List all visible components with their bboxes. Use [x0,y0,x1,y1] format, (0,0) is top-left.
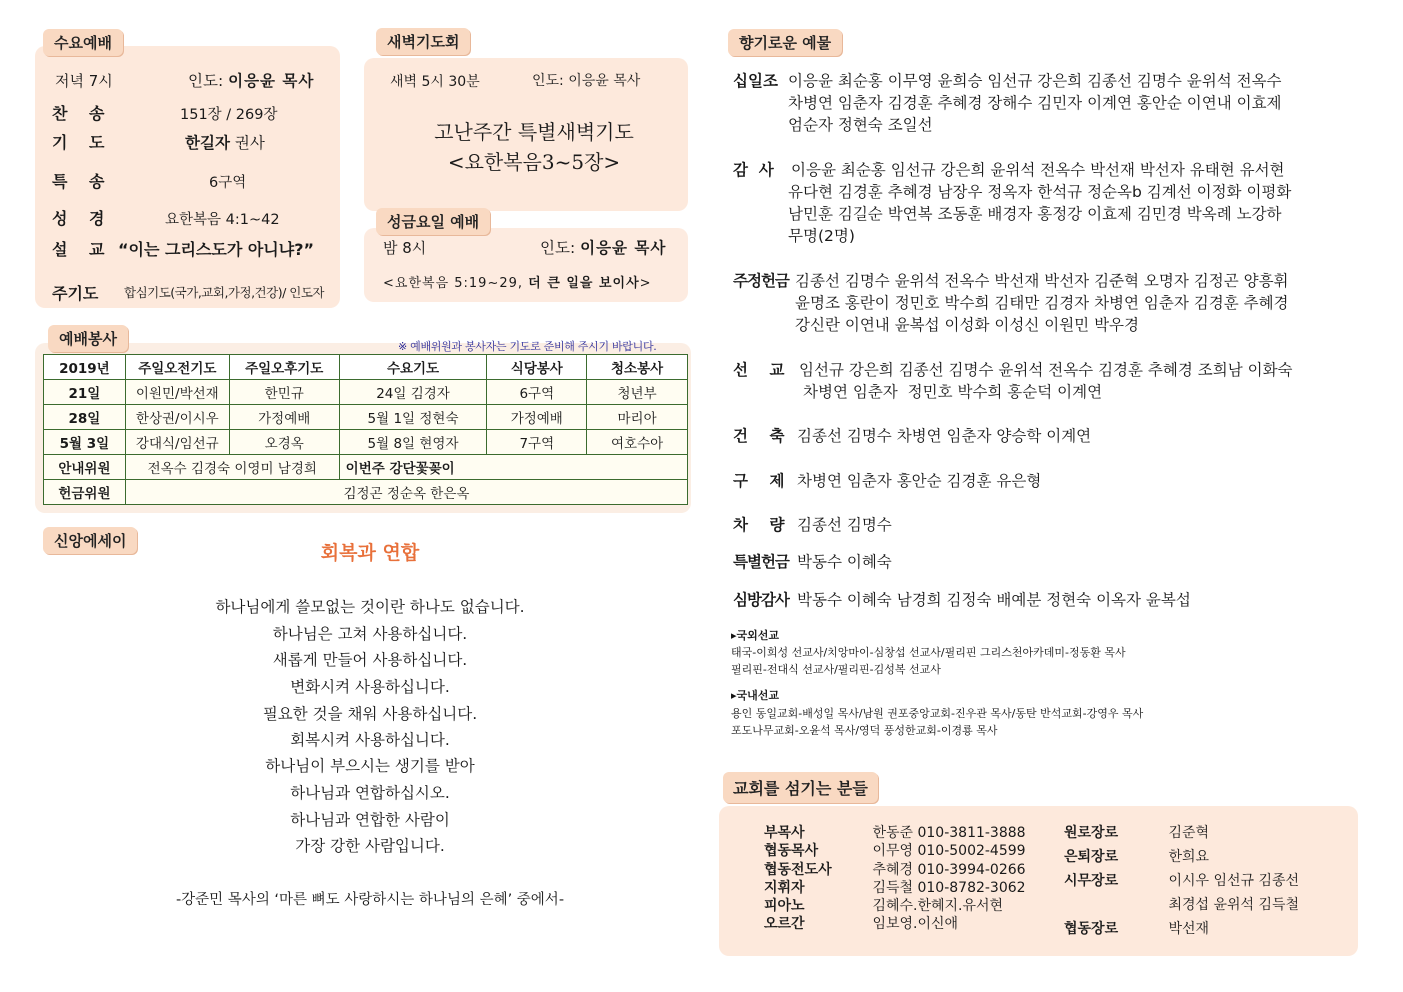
table-cell: 한상권/이시우 [125,405,229,430]
staff-info: 김득철 010-8782-3062 [872,880,1026,896]
table-cell: 6구역 [487,380,587,405]
table-cell: 24일 김경자 [339,380,487,405]
staff-role: 은퇴장로 [1064,849,1119,865]
staff-info: 추혜경 010-3994-0266 [872,862,1026,878]
friday-leader [540,236,666,258]
staff-info: 최경섭 윤위석 김득철 [1168,897,1300,913]
offering-names: 차병연 임춘자 홍안순 김경훈 유은형 [797,472,1042,490]
offering-names: 김종선 김명수 [797,516,892,534]
offering-vehicle [733,514,1358,536]
offering-thanks [733,159,1358,247]
staff-tag: 교회를 섬기는 분들 [723,772,878,803]
wednesday-leader-label: 인도: [188,72,224,90]
table-row [44,430,688,455]
friday-leader-label: 인도: [540,239,576,257]
offering-label: 특별헌금 [733,553,789,571]
table-row-offering [44,480,688,505]
offering-names: 이응윤 최순홍 이무영 윤희승 임선규 강은희 김종선 김명수 윤위석 전옥수 [788,72,1282,90]
essay-line: 새롭게 만들어 사용하십니다. [272,651,468,669]
offering-names: 강신란 이연내 윤복섭 이성화 이성신 이원민 박우경 [795,316,1139,334]
essay-line: 변화시켜 사용하십니다. [290,678,450,696]
offering-label: 구 제 [733,472,785,490]
offering-special [733,551,1358,573]
staff-role: 협동장로 [1064,921,1119,937]
staff-role: 부목사 [764,825,805,841]
table-cell: 오경옥 [229,430,339,455]
overseas-mission-line: 필리핀-전대식 선교사/필리핀-김성복 선교사 [731,663,941,676]
staff-info: 한희요 [1168,849,1210,865]
table-cell: 전옥수 김경숙 이영미 남경희 [125,455,339,480]
offering-names: 윤명조 홍란이 정민호 박수희 김태만 김경자 차병연 임춘자 김경훈 추혜경 [795,294,1289,312]
staff-role: 시무장로 [1064,873,1119,889]
header-cell: 수요기도 [339,355,487,380]
essay-line: 하나님은 고쳐 사용하십니다. [272,625,468,643]
wednesday-leader-name: 이응윤 목사 [228,72,315,90]
offering-mission [733,359,1358,403]
table-cell: 7구역 [487,430,587,455]
row-value [185,131,265,153]
offering-tithe [733,70,1358,136]
essay-line: 회복시켜 사용하십니다. [290,731,450,749]
table-cell: 28일 [44,405,126,430]
row-value: 요한복음 4:1~42 [165,212,280,228]
staff-info: 김준혁 [1168,825,1210,841]
table-row-guides [44,455,688,480]
table-cell: 가정예배 [487,405,587,430]
staff-info: 이무영 010-5002-4599 [872,843,1026,859]
staff-role: 피아노 [764,898,805,914]
wednesday-time: 저녁 7시 [55,72,113,90]
header-cell: 청소봉사 [587,355,688,380]
friday-tag: 성금요일 예배 [376,208,490,235]
offering-label: 십일조 [733,72,778,90]
staff-role: 원로장로 [1064,825,1119,841]
dawn-title: 고난주간 특별새벽기도 [434,120,634,144]
staff-row [1064,822,1209,842]
staff-row [764,877,1026,897]
staff-row [1064,846,1209,866]
domestic-mission-title: ▸국내선교 [731,689,780,702]
staff-info: 이시우 임선규 김종선 [1168,873,1300,889]
offering-names: 차병연 임춘자 김경훈 추혜경 장해수 김민자 이계연 홍안순 이연내 이효제 [788,94,1282,112]
wednesday-row-special-song [52,169,342,192]
table-header-row [44,355,688,380]
header-cell: 주일오전기도 [125,355,229,380]
table-cell: 여호수아 [587,430,688,455]
overseas-mission-title: ▸국외선교 [731,629,780,642]
offering-names: 박동수 이혜숙 [797,553,892,571]
offering-names: 임선규 강은희 김종선 김명수 윤위석 전옥수 김경훈 추혜경 조희남 이화숙 [799,361,1293,379]
row-label: 찬 송 [52,104,113,123]
dawn-time: 새벽 5시 30분 [390,74,480,90]
offering-names: 이응윤 최순홍 임선규 강은희 윤위석 전옥수 박선재 박선자 유태현 유서현 [791,161,1285,179]
staff-role: 협동목사 [764,843,819,859]
offering-relief [733,470,1358,492]
friday-passage [383,272,652,291]
offering-label: 심방감사 [733,591,789,609]
staff-info: 박선재 [1168,921,1210,937]
essay-line: 하나님과 연합한 사람이 [290,811,450,829]
essay-line: 필요한 것을 채워 사용하십니다. [262,705,478,723]
table-cell: 이번주 강단꽃꽂이 [339,455,687,480]
offering-names: 무명(2명) [788,227,855,245]
row-value: 6구역 [209,175,247,191]
row-value: “이는 그리스도가 아니냐?” [118,240,315,259]
table-cell: 마리아 [587,405,688,430]
header-cell: 2019년 [44,355,126,380]
row-label: 기 도 [52,133,113,152]
table-cell: 5월 8일 현영자 [339,430,487,455]
row-label: 설 교 [52,240,113,259]
staff-row [764,913,958,933]
staff-row [764,822,1026,842]
friday-time: 밤 8시 [383,239,427,257]
staff-info: 김혜수.한혜지.유서현 [872,898,1004,914]
staff-row [764,840,1026,860]
wednesday-row-scripture [52,206,342,229]
staff-row [764,859,1026,879]
essay-source: -강준민 목사의 ‘마른 뼈도 사랑하시는 하나님의 은혜’ 중에서- [175,892,565,908]
table-cell: 강대식/임선규 [125,430,229,455]
table-cell: 5월 1일 정현숙 [339,405,487,430]
offering-visit [733,589,1358,611]
essay-title: 회복과 연합 [320,542,420,564]
table-cell: 가정예배 [229,405,339,430]
row-label: 성 경 [52,209,113,228]
table-cell: 5월 3일 [44,430,126,455]
staff-row [764,895,1003,915]
offering-names: 차병연 임춘자 정민호 박수희 홍순덕 이계연 [803,383,1103,401]
offering-label: 건 축 [733,427,785,445]
offerings-tag: 향기로운 예물 [728,29,842,56]
wednesday-tag: 수요예배 [43,29,123,56]
friday-passage-title: 더 큰 일을 보이사 [528,276,640,291]
essay-line: 하나님에게 쓸모없는 것이란 하나도 없습니다. [215,598,525,616]
offering-label: 차 량 [733,516,785,534]
header-cell: 식당봉사 [487,355,587,380]
row-value: 합심기도(국가,교회,가정,건강)/ 인도자 [124,285,324,300]
essay-line: 하나님이 부으시는 생기를 받아 [265,757,475,775]
friday-passage-prefix: <요한복음 5:19~29, [383,276,524,291]
table-cell: 21일 [44,380,126,405]
wednesday-row-lords-prayer [52,281,342,304]
offering-building [733,425,1358,447]
service-tag: 예배봉사 [48,325,128,352]
staff-info: 임보영.이신애 [872,916,959,932]
dawn-tag: 새벽기도회 [376,28,470,55]
row-label: 특 송 [52,172,113,191]
staff-role: 협동전도사 [764,862,832,878]
table-cell: 한민규 [229,380,339,405]
wednesday-row-prayer [52,130,342,153]
table-row [44,405,688,430]
offering-names: 남민훈 김길순 박연복 조동훈 배경자 홍정강 이효제 김민경 박옥례 노강하 [788,205,1282,223]
offering-names: 김종선 김명수 윤위석 전옥수 박선재 박선자 김준혁 오명자 김정곤 양흥휘 [795,272,1289,290]
offering-label: 주정헌금 [733,272,789,290]
prayer-name: 한길자 [185,134,230,152]
service-note: ※ 예배위원과 봉사자는 기도로 준비해 주시기 바랍니다. [398,340,657,353]
dawn-subtitle: <요한복음3~5장> [447,150,621,174]
table-cell: 김정곤 정순옥 한은옥 [125,480,687,505]
offering-label: 선 교 [733,361,785,379]
friday-passage-suffix: > [639,276,652,291]
staff-info: 한동준 010-3811-3888 [872,825,1026,841]
domestic-mission-line: 용인 동일교회-배성일 목사/남원 권포중앙교회-진우관 목사/동탄 반석교회-강영우 목사 [731,707,1144,720]
staff-role: 오르간 [764,916,805,932]
wednesday-row-sermon [52,237,342,260]
offering-weekly [733,270,1358,336]
staff-row [1064,870,1299,890]
table-cell: 헌금위원 [44,480,126,505]
friday-leader-name: 이응윤 목사 [580,239,667,257]
offering-names: 김종선 김명수 차병연 임춘자 양승학 이계연 [797,427,1092,445]
offering-names: 유다현 김경훈 추혜경 남장우 정옥자 한석규 정순옥b 김계선 이정화 이평화 [788,183,1292,201]
row-value: 151장 / 269장 [180,107,278,123]
table-cell: 청년부 [587,380,688,405]
essay-line: 가장 강한 사람입니다. [295,837,445,855]
essay-line: 하나님과 연합하십시오. [290,784,450,802]
prayer-title: 권사 [234,134,265,152]
offering-names: 박동수 이혜숙 남경희 김정숙 배예분 정현숙 이옥자 윤복섭 [797,591,1191,609]
offering-label: 감 사 [733,161,774,179]
table-row [44,380,688,405]
dawn-leader: 인도: 이응윤 목사 [532,73,641,89]
staff-role: 지휘자 [764,880,805,896]
essay-tag: 신앙에세이 [43,527,137,554]
row-label: 주기도 [52,284,99,303]
wednesday-row-hymn [52,101,342,124]
staff-row [1064,894,1299,914]
wednesday-leader [188,69,314,91]
offering-names: 엄순자 정현숙 조일선 [788,116,933,134]
staff-row [1064,918,1209,938]
domestic-mission-line: 포도나무교회-오윤석 목사/영덕 풍성한교회-이경룡 목사 [731,724,998,737]
header-cell: 주일오후기도 [229,355,339,380]
service-table [43,354,688,505]
table-cell: 안내위원 [44,455,126,480]
table-cell: 이원민/박선재 [125,380,229,405]
overseas-mission-line: 태국-이희성 선교사/치앙마이-심창섭 선교사/필리핀 그리스천아카데미-정동환 목사 [731,646,1126,659]
